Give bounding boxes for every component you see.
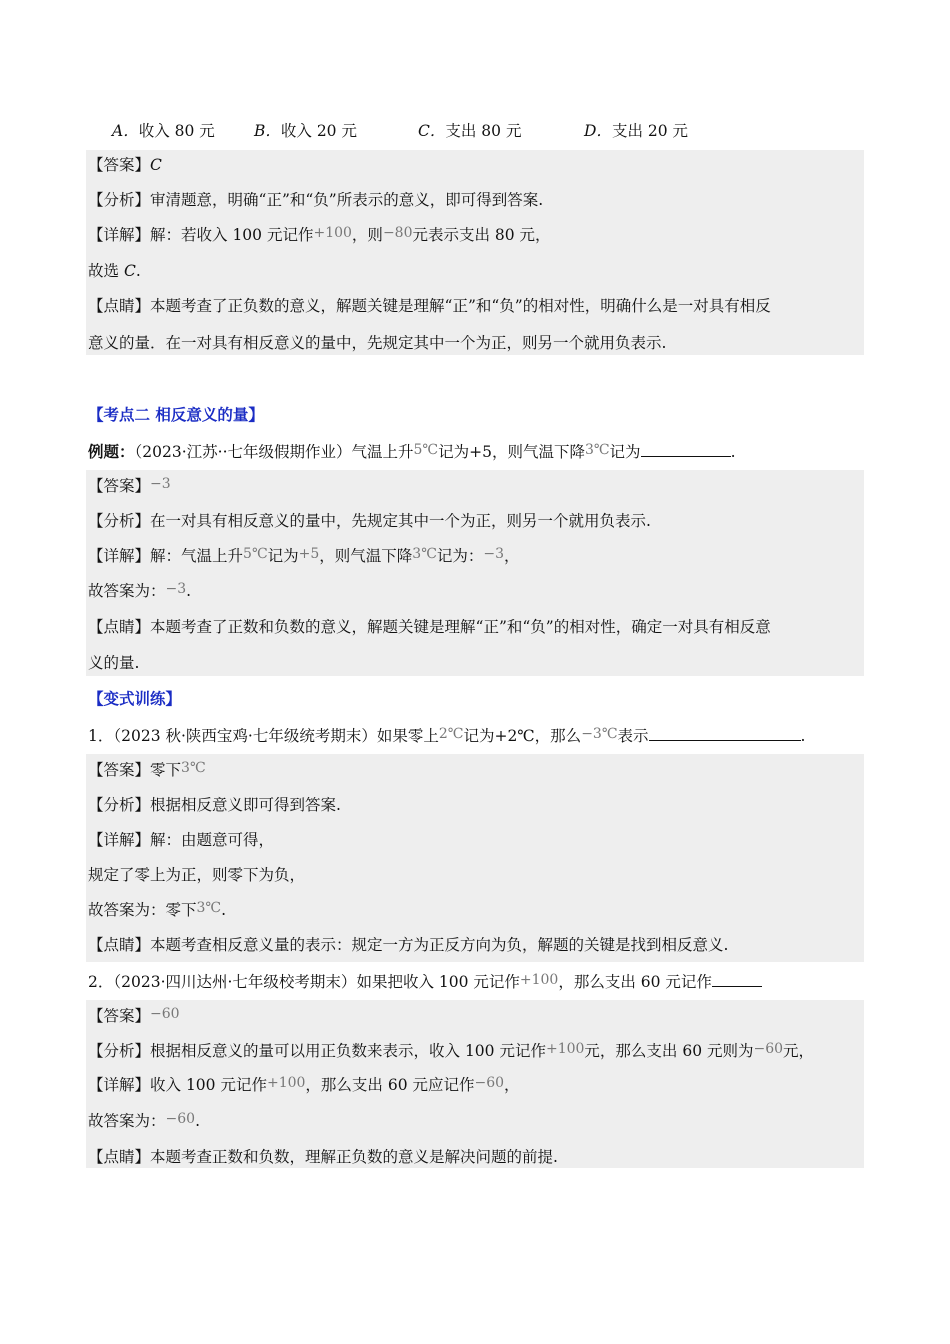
text-span: −60	[165, 1111, 196, 1127]
text-span: 2．	[88, 973, 114, 991]
text-span: 元，那么支出 60 元则为	[584, 1042, 754, 1060]
text-span: 根据相反意义的量可以用正负数来表示，收入 100 元记作	[150, 1042, 546, 1060]
answer-blank	[649, 724, 801, 741]
text-span: 【答案】	[88, 761, 151, 779]
text-span: 1．	[88, 727, 114, 745]
text-span: 3℃	[412, 546, 437, 562]
analysis-line	[88, 190, 862, 210]
text-span: 记为	[438, 443, 470, 461]
text-span: 根据相反意义即可得到答案.	[150, 796, 341, 814]
section-heading: 【考点二 相反意义的量】	[88, 405, 264, 424]
text-span: 故答案为：零下	[88, 901, 197, 919]
text-span: 如果零上	[376, 727, 439, 745]
comment-line	[88, 1147, 862, 1167]
text-span: 故答案为：	[88, 1112, 166, 1130]
comment-line	[88, 935, 862, 955]
comment-line	[88, 296, 862, 316]
text-span: 【答案】	[88, 156, 151, 174]
text-span: 【分析】	[88, 191, 151, 209]
example-line	[88, 440, 862, 463]
text-span: −3	[150, 476, 171, 492]
text-span: 【答案】	[88, 477, 151, 495]
text-span: 记为	[463, 727, 495, 745]
rule-line	[88, 865, 862, 885]
comment-line	[88, 617, 862, 637]
text-span: 2℃	[438, 726, 464, 742]
text-span: 收入 100 元记作	[150, 1076, 267, 1094]
text-span: +100	[519, 972, 559, 988]
option-a	[112, 119, 215, 141]
text-span: 收入 80 元	[138, 122, 215, 140]
text-span: 3℃	[584, 442, 610, 458]
text-span: −3	[165, 581, 187, 597]
detail-line	[88, 225, 862, 246]
text-span: 【详解】	[88, 547, 151, 565]
text-span: 【详解】	[88, 831, 151, 849]
text-span: .	[800, 727, 806, 745]
text-span: 本题考查相反意义量的表示：规定一方为正反方向为负，解题的关键是找到相反意义.	[150, 936, 729, 954]
text-span: 元，	[783, 1042, 815, 1060]
text-span: ，则气温下降	[491, 443, 585, 461]
text-span: .	[186, 582, 192, 600]
text-span: 本题考查正数和负数，理解正负数的意义是解决问题的前提.	[150, 1148, 558, 1166]
text-span: −80	[382, 225, 413, 241]
text-span: 【点睛】	[88, 1148, 151, 1166]
text-span: 审清题意，明确“正”和“负”所表示的意义，即可得到答案.	[150, 191, 544, 209]
detail-line	[88, 546, 862, 567]
comment-line-2	[88, 653, 862, 673]
text-span: 解：若收入 100 元记作	[150, 226, 314, 244]
detail-line	[88, 1075, 862, 1096]
text-span: 解：气温上升	[150, 547, 244, 565]
analysis-line	[88, 511, 862, 531]
solution-block-2	[86, 470, 864, 676]
text-span: ，则	[351, 226, 383, 244]
text-span: 例题：	[88, 442, 135, 461]
question-1	[88, 724, 862, 747]
text-span: −3	[483, 546, 505, 562]
text-span: 【分析】	[88, 1042, 151, 1060]
text-span: ，那么支出 60 元应记作	[305, 1076, 475, 1094]
text-span: （2023 秋·陕西宝鸡·七年级统考期末）	[113, 727, 377, 745]
text-span: 本题考查了正数和负数的意义，解题关键是理解“正”和“负”的相对性，确定一对具有相反意	[150, 618, 771, 636]
text-span: 零下	[150, 761, 182, 779]
text-span: （2023·江苏··七年级假期作业）气温上升	[134, 443, 414, 461]
text-span: C．	[418, 122, 446, 140]
answer-line	[88, 760, 862, 781]
option-b	[254, 119, 357, 141]
text-span: .	[730, 443, 736, 461]
text-span: D．	[584, 122, 612, 140]
text-span: 【详解】	[88, 1076, 151, 1094]
text-span: B．	[254, 122, 281, 140]
text-span: +100	[266, 1075, 306, 1091]
text-span: 解：由题意可得，	[150, 831, 275, 849]
conclusion-line	[88, 1111, 862, 1132]
text-span: 记为	[609, 443, 641, 461]
text-span: ，则气温下降	[319, 547, 413, 565]
option-c	[418, 119, 521, 141]
option-d	[584, 119, 688, 141]
text-span: 5℃	[243, 546, 268, 562]
text-span: .	[221, 901, 227, 919]
text-span: 支出 80 元	[445, 122, 522, 140]
text-span: +100	[313, 225, 352, 241]
text-span: 表示	[617, 727, 649, 745]
text-span: ，那么	[534, 727, 582, 745]
answer-blank	[712, 970, 762, 987]
text-span: 3℃	[196, 900, 222, 916]
text-span: 义的量.	[88, 654, 140, 672]
text-span: 元表示支出 80 元，	[412, 226, 551, 244]
text-span: 【点睛】	[88, 297, 151, 315]
text-span: 本题考查了正负数的意义，解题关键是理解“正”和“负”的相对性，明确什么是一对具有相反	[150, 297, 771, 315]
text-span: .	[195, 1112, 200, 1130]
text-span: +5	[469, 443, 492, 461]
text-span: （2023·四川达州·七年级校考期末）	[113, 973, 357, 991]
analysis-line	[88, 1041, 862, 1062]
answer-line	[88, 1006, 862, 1027]
text-span: ，	[504, 547, 520, 565]
text-span: ，那么支出 60 元记作	[558, 973, 712, 991]
answer-line	[88, 476, 862, 497]
conclusion-line	[88, 261, 862, 281]
conclusion-line	[88, 900, 862, 921]
text-span: −3℃	[581, 726, 618, 742]
text-span: 支出 20 元	[611, 122, 689, 140]
text-span: 收入 20 元	[280, 122, 357, 140]
text-span: 【点睛】	[88, 618, 151, 636]
text-span: 故选	[88, 262, 124, 280]
text-span: −60	[474, 1075, 505, 1091]
text-span: +100	[545, 1041, 585, 1057]
detail-line	[88, 830, 862, 850]
text-span: .	[135, 262, 141, 280]
text-span: 【详解】	[88, 226, 151, 244]
solution-block-3	[86, 754, 864, 962]
text-span: 【分析】	[88, 512, 151, 530]
analysis-line	[88, 795, 862, 815]
question-2	[88, 970, 862, 993]
text-span: 记为：	[436, 547, 484, 565]
text-span: A．	[112, 122, 139, 140]
text-span: −60	[150, 1006, 180, 1022]
text-span: 【点睛】	[88, 936, 151, 954]
text-span: +2℃	[494, 727, 535, 745]
text-span: 记为	[267, 547, 299, 565]
text-span: 故答案为：	[88, 582, 166, 600]
text-span: 【分析】	[88, 796, 151, 814]
training-heading: 【变式训练】	[88, 689, 182, 708]
answer-blank	[641, 440, 731, 457]
text-span: ，	[504, 1076, 520, 1094]
text-span: 意义的量．在一对具有相反意义的量中，先规定其中一个为正，则另一个就用负表示.	[88, 334, 667, 352]
text-span: 规定了零上为正，则零下为负，	[88, 866, 306, 884]
solution-block-1	[86, 150, 864, 355]
text-span: 【答案】	[88, 1007, 151, 1025]
answer-line	[88, 155, 862, 175]
text-span: 在一对具有相反意义的量中，先规定其中一个为正，则另一个就用负表示.	[150, 512, 651, 530]
text-span: 5℃	[413, 442, 439, 458]
conclusion-line	[88, 581, 862, 602]
text-span: C	[123, 262, 136, 280]
comment-line-2	[88, 333, 862, 353]
text-span: C	[150, 156, 162, 174]
text-span: 3℃	[181, 760, 206, 776]
text-span: +5	[298, 546, 320, 562]
text-span: −60	[753, 1041, 784, 1057]
text-span: 如果把收入 100 元记作	[356, 973, 520, 991]
